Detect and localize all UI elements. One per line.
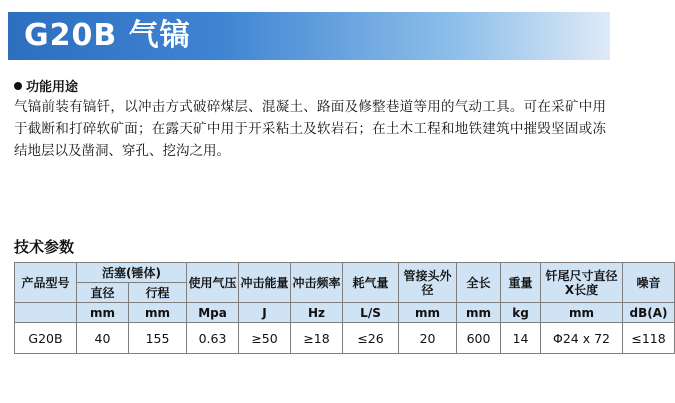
header-air-consumption: 耗气量 <box>343 263 399 303</box>
cell-total-length: 600 <box>457 323 501 354</box>
header-noise: 噪音 <box>623 263 675 303</box>
cell-piston-diameter: 40 <box>77 323 129 354</box>
specs-heading: 技术参数 <box>14 238 75 256</box>
header-air-pressure: 使用气压 <box>187 263 239 303</box>
header-shank-size: 钎尾尺寸直径X长度 <box>541 263 623 303</box>
cell-piston-stroke: 155 <box>129 323 187 354</box>
function-section-heading <box>14 76 78 95</box>
unit-weight: kg <box>501 303 541 323</box>
unit-piston-stroke: mm <box>129 303 187 323</box>
cell-model: G20B <box>15 323 77 354</box>
header-impact-energy: 冲击能量 <box>239 263 291 303</box>
table-units-row <box>15 303 675 323</box>
header-hose-outer-diameter: 管接头外径 <box>399 263 457 303</box>
header-piston-diameter: 直径 <box>77 283 129 303</box>
cell-impact-frequency: ≥18 <box>291 323 343 354</box>
cell-weight: 14 <box>501 323 541 354</box>
header-total-length: 全长 <box>457 263 501 303</box>
header-model: 产品型号 <box>15 263 77 303</box>
cell-air-pressure: 0.63 <box>187 323 239 354</box>
header-weight: 重量 <box>501 263 541 303</box>
unit-piston-diameter: mm <box>77 303 129 323</box>
page-title: G20B 气镐 <box>24 18 191 53</box>
specs-table-container <box>14 262 668 354</box>
unit-total-length: mm <box>457 303 501 323</box>
cell-noise: ≤118 <box>623 323 675 354</box>
header-piston-stroke: 行程 <box>129 283 187 303</box>
function-description-paragraph: 气镐前装有镐钎，以冲击方式破碎煤层、混凝土、路面及修整巷道等用的气动工具。可在采矿中用于截断和打碎软矿面；在露天矿中用于开采粘土及软岩石；在土木工程和地铁建筑中摧毁坚固或冻结地层以及凿洞、穿孔、挖沟之用。 <box>14 99 606 159</box>
cell-shank-size: Φ24 x 72 <box>541 323 623 354</box>
specs-table <box>14 262 675 354</box>
table-header-row-1 <box>15 263 675 283</box>
unit-hose-outer-diameter: mm <box>399 303 457 323</box>
title-banner <box>8 12 610 60</box>
unit-shank-size: mm <box>541 303 623 323</box>
header-piston-group: 活塞(锤体) <box>77 263 187 283</box>
unit-impact-energy: J <box>239 303 291 323</box>
table-row <box>15 323 675 354</box>
unit-air-pressure: Mpa <box>187 303 239 323</box>
unit-noise: dB(A) <box>623 303 675 323</box>
filled-circle-bullet-icon <box>14 82 22 90</box>
unit-model <box>15 303 77 323</box>
unit-air-consumption: L/S <box>343 303 399 323</box>
cell-air-consumption: ≤26 <box>343 323 399 354</box>
header-impact-frequency: 冲击频率 <box>291 263 343 303</box>
function-section-heading-label: 功能用途 <box>26 80 79 95</box>
unit-impact-frequency: Hz <box>291 303 343 323</box>
cell-hose-outer-diameter: 20 <box>399 323 457 354</box>
cell-impact-energy: ≥50 <box>239 323 291 354</box>
